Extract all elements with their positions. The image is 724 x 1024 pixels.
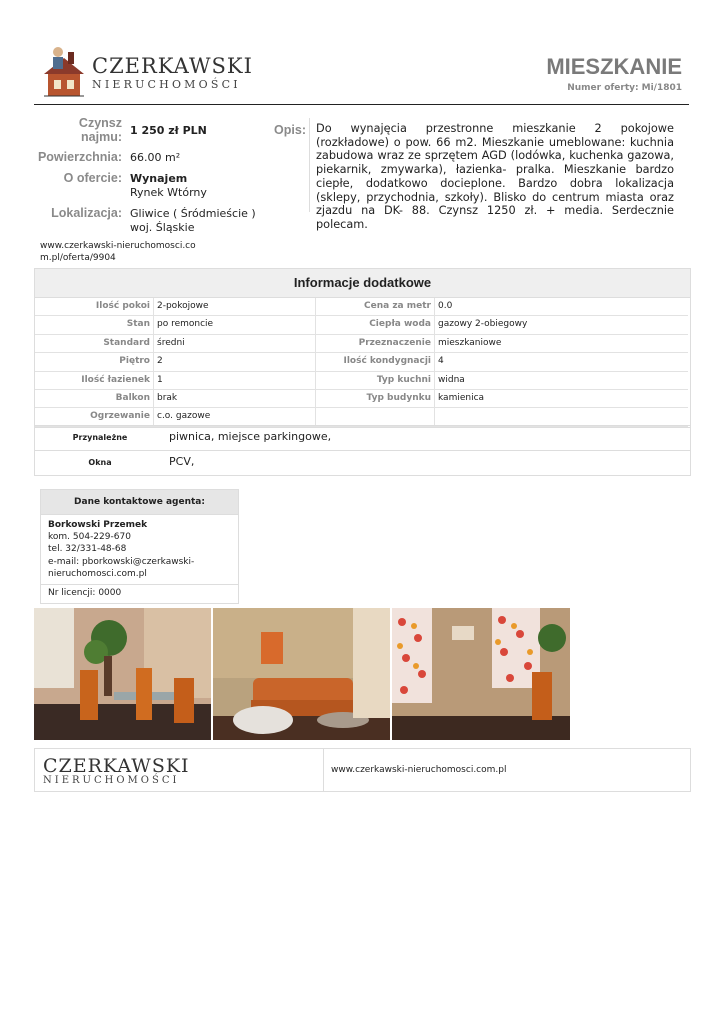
- info-value: gazowy 2-obiegowy: [435, 316, 688, 334]
- location-region: woj. Śląskie: [130, 221, 195, 234]
- extra-row-belongings: [34, 425, 691, 451]
- description-label: Opis:: [274, 123, 306, 137]
- location-city: Gliwice ( Śródmieście ): [130, 207, 256, 220]
- info-key: Stan: [35, 316, 154, 334]
- info-value: 2-pokojowe: [154, 298, 316, 316]
- info-key: [316, 408, 435, 426]
- info-value: 1: [154, 372, 316, 390]
- additional-info-grid: [35, 298, 690, 427]
- brand-subtitle: NIERUCHOMOŚCI: [92, 78, 241, 91]
- photo-curtains-room[interactable]: [392, 608, 570, 740]
- rent-label-line-1: Czynsz: [78, 116, 122, 130]
- rent-value: 1 250 zł PLN: [130, 124, 207, 137]
- rent-label-line-2: najmu:: [81, 130, 122, 144]
- footer: [34, 748, 691, 792]
- footer-url[interactable]: www.czerkawski-nieruchomosci.com.pl: [331, 765, 507, 775]
- extra-row-key: Okna: [88, 458, 112, 467]
- market-value: Rynek Wtórny: [130, 186, 207, 199]
- info-key: Ilość pokoi: [35, 298, 154, 316]
- footer-brand-name: CZERKAWSKI: [43, 755, 190, 777]
- info-value: średni: [154, 335, 316, 353]
- header-divider: [34, 104, 689, 105]
- agent-mobile[interactable]: kom. 504-229-670: [48, 532, 131, 543]
- info-key: Cena za metr: [316, 298, 435, 316]
- brand-name: CZERKAWSKI: [92, 54, 253, 78]
- info-value: 2: [154, 353, 316, 371]
- info-value: 4: [435, 353, 688, 371]
- info-key: Ciepła woda: [316, 316, 435, 334]
- info-value: c.o. gazowe: [154, 408, 316, 426]
- info-key: Typ kuchni: [316, 372, 435, 390]
- agent-phone[interactable]: tel. 32/331-48-68: [48, 544, 127, 555]
- extra-row-windows: [34, 450, 691, 476]
- footer-brand-subtitle: NIERUCHOMOŚCI: [43, 775, 180, 786]
- additional-info-table: [34, 268, 691, 428]
- info-value: kamienica: [435, 390, 688, 408]
- info-key: Ilość kondygnacji: [316, 353, 435, 371]
- info-key: Przeznaczenie: [316, 335, 435, 353]
- area-value: 66.00 m²: [130, 151, 181, 164]
- info-key: Standard: [35, 335, 154, 353]
- agent-contact-title: Dane kontaktowe agenta:: [41, 490, 238, 515]
- info-value: 0.0: [435, 298, 688, 316]
- info-value: mieszkaniowe: [435, 335, 688, 353]
- info-value: [435, 408, 688, 426]
- area-label: Powierzchnia:: [37, 150, 122, 164]
- info-key: Ilość łazienek: [35, 372, 154, 390]
- offer-url[interactable]: www.czerkawski-nieruchomosci.com.pl/oferta/9904: [40, 241, 196, 263]
- rent-label: [40, 116, 122, 144]
- property-type-title: MIESZKANIE: [546, 54, 682, 79]
- description-divider: [309, 118, 310, 212]
- offer-type-value: Wynajem: [130, 172, 188, 185]
- info-value: brak: [154, 390, 316, 408]
- info-value: po remoncie: [154, 316, 316, 334]
- photo-dining-room[interactable]: [34, 608, 211, 740]
- brand-logo: [42, 44, 253, 100]
- info-key: Typ budynku: [316, 390, 435, 408]
- additional-info-title: Informacje dodatkowe: [35, 269, 690, 298]
- agent-name: Borkowski Przemek: [48, 520, 148, 530]
- location-label: Lokalizacja:: [51, 206, 122, 220]
- info-key: Balkon: [35, 390, 154, 408]
- offer-number-label: Numer oferty:: [567, 83, 639, 93]
- info-key: Piętro: [35, 353, 154, 371]
- info-value: widna: [435, 372, 688, 390]
- extra-row-value: PCV,: [169, 455, 195, 468]
- agent-email[interactable]: e-mail: pborkowski@czerkawski-nieruchomosci.com.pl: [48, 556, 195, 579]
- offer-number: [564, 83, 682, 93]
- agent-contact-box: [40, 489, 239, 604]
- offer-type-label: O ofercie:: [63, 171, 122, 185]
- description-text: Do wynajęcia przestronne mieszkanie 2 pokojowe (rozkładowe) o pow. 66 m2. Mieszkanie umeblowane: kuchnia zabudowa wraz ze sprzętem AGD (lodówka, kuchenka gazowa, piekarnik, zmywarka), łazienka- pralka. Mieszkanie bardzo ciepłe, dodatkowo docieplone. Bardzo dobra lokalizacja (sklepy, przychodnia, szkoły). Blisko do centrum miasta oraz zjazdu na DK- 88. Czynsz 1250 zł. + media. Serdecznie polecam.: [316, 122, 674, 231]
- extra-row-value: piwnica, miejsce parkingowe,: [169, 430, 332, 443]
- logo-roofer-icon: [42, 44, 86, 98]
- extra-row-key: Przynależne: [72, 433, 128, 442]
- agent-license: Nr licencji: 0000: [41, 584, 238, 601]
- info-key: Ogrzewanie: [35, 408, 154, 426]
- offer-number-value: Mi/1801: [641, 83, 682, 93]
- photo-living-room[interactable]: [213, 608, 390, 740]
- footer-divider: [323, 749, 324, 791]
